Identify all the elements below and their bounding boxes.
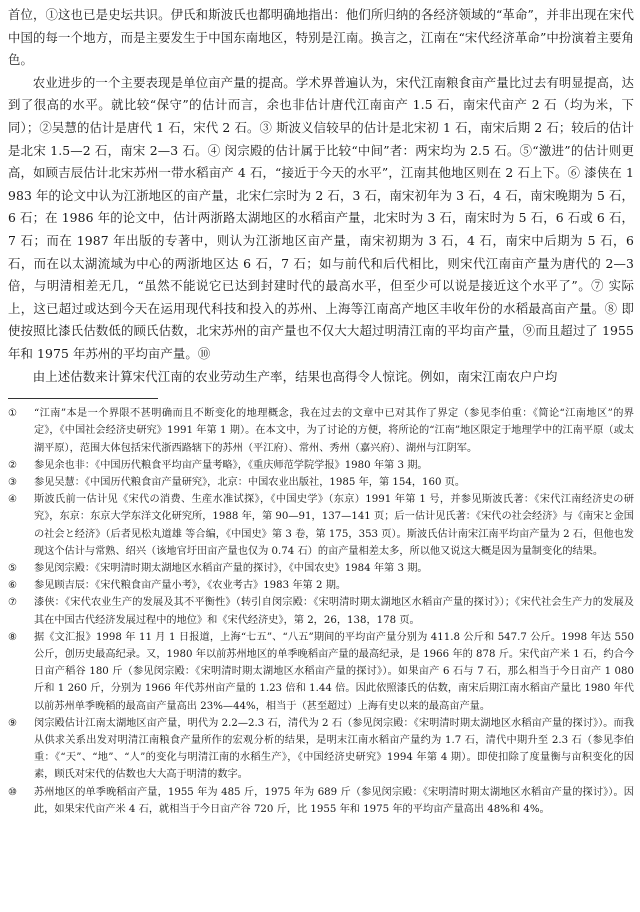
footnote-marker: ④ [8, 494, 17, 506]
footnote [8, 577, 634, 594]
paragraph: 首位，①这也已是史坛共识。伊氏和斯波氏也都明确地指出：他们所归纳的各经济领域的“革命”，并非出现在宋代中国的每一个地方，而是主要发生于中国东南地区，特别是江南。换言之，江南在“宋代经济革命”中扮演着主要角色。 [8, 7, 634, 68]
footnote-text: 参见顾吉辰：《宋代粮食亩产量小考》，《农业考古》1983 年第 2 期。 [34, 580, 347, 592]
footnote-marker: ② [8, 459, 17, 471]
footnote [8, 560, 634, 577]
footnote [8, 594, 634, 628]
footnote-text: 斯波氏前一估计见《宋代の消费、生産水准试探》，《中国史学》（东京）1991 年第 1 号，并参见斯波氏著：《宋代江南经济史の研究》，东京：东京大学东洋文化研究所，1988 年，第 90—91，137—141 页；后一估计见氏著：《宋代の社会经济》与《南宋と金国の社会と经济》（后者见松丸道雄 等合编，《中国史》第 3 卷，第 175，353 页）。斯波氏估计南宋江南平均亩产量为 2 石，但他也发现这个估计与常熟、绍兴（该地官圩田亩产量也仅为 0.74 石）的亩产量相差太多，所以他又说这大概是因为量制变化的结果。 [34, 494, 634, 557]
footnote-separator [8, 398, 158, 399]
footnote-text: 闵宗殿估计江南太湖地区亩产量，明代为 2.2—2.3 石，清代为 2 石（参见闵宗殿：《宋明清时期太湖地区水稻亩产量的探讨》）。而我从供求关系出发对明清江南粮食产量所作的宏观分析的结果，是明末江南水稻亩产量约为 1.7 石，清代中期升至 2.3 石（参见李伯重：《“天”、“地”、“人”的变化与明清江南的水稻生产》，《中国经济史研究》1994 年第 4 期）。即使扣除了度量衡与亩积变化的因素，顾氏对宋代的估数也大大高于明清的数字。 [34, 717, 634, 781]
paragraph: 农业进步的一个主要表现是单位亩产量的提高。学术界普遍认为，宋代江南粮食亩产量比过去有明显提高，达到了很高的水平。就比较“保守”的估计而言，余也非估计唐代江南亩产 1.5 石，南宋代亩产 2 石（均为米，下同）；②吴慧的估计是唐代 1 石，宋代 2 石。③ 斯波义信较早的估计是北宋初 1 石，南宋后期 2 石；较后的估计是北宋 1.5—2 石，南宋 2—3 石。④ 闵宗殿的估计属于比较“中间”者：两宋均为 2.5 石。⑤“激进”的估计则更高，如顾吉辰估计北宋苏州一带水稻亩产 4 石，“接近于今天的水平”，江南其他地区则在 2 石上下。⑥ 漆侠在 1983 年的论文中认为江浙地区的亩产量，北宋仁宗时为 2 石，3 石，南宋初年为 3 石，4 石，南宋晚期为 5 石，6 石；在 1986 年的论文中，估计两浙路太湖地区的水稻亩产量，北宋时为 3 石，南宋时为 5 石，6 石或 6 石，7 石；而在 1987 年出版的专著中，则认为江浙地区亩产量，南宋初期为 3 石，4 石，南宋中后期为 5 石，6 石，而在以太湖流域为中心的两浙地区达 6 石，7 石；如与前代和后代相比，则宋代江南亩产量为唐代的 2—3 倍，与明清相差无几，“虽然不能说它已达到封建时代的最高水平，但至少可以说是接近这个水平了”。⑦ 实际上，这已超过或达到今天在运用现代科技和投入的苏州、上海等江南高产地区丰收年份的水稻最高亩产量。⑧ 即使按照比漆氏估数低的顾氏估数，北宋苏州的亩产量也不仅大大超过明清江南的平均亩产量，⑨而且超过了 1955 年和 1975 年苏州的平均亩产量。⑩ [8, 74, 634, 361]
footnote [8, 405, 634, 457]
footnote-text: 参见闵宗殿：《宋明清时期太湖地区水稻亩产量的探讨》，《中国农史》1984 年第 3 期。 [34, 562, 428, 574]
footnote [8, 715, 634, 784]
footnote-text: 漆侠：《宋代农业生产的发展及其不平衡性》（转引自闵宗殿：《宋明清时期太湖地区水稻亩产量的探讨》）；《宋代社会生产力的发展及其在中国古代经济发展过程中的地位》和《宋代经济史》，第 2，26，138，178 页。 [34, 597, 634, 626]
footnote-marker: ⑦ [8, 597, 17, 609]
footnote [8, 629, 634, 715]
footnote [8, 491, 634, 560]
footnote-text: “江南”本是一个界限不甚明确而且不断变化的地理概念，我在过去的文章中已对其作了界定（参见李伯重：《简论“江南地区”的界定》，《中国社会经济史研究》1991 年第 1 期）。在本文中，为了讨论的方便，将所论的“江南”地区限定于地理学中的江南平原（或太湖平原），范围大体包括宋代浙西路辖下的苏州（平江府）、常州、秀州（嘉兴府）、湖州与江阴军。 [34, 408, 634, 454]
footnote-text: 参见余也非：《中国历代粮食平均亩产量考略》，《重庆师范学院学报》1980 年第 3 期。 [34, 459, 428, 471]
main-body-text [8, 4, 634, 388]
footnote-marker: ⑨ [8, 717, 17, 729]
footnote-marker: ③ [8, 476, 17, 488]
footnote-marker: ① [8, 408, 17, 420]
footnote-marker: ⑩ [8, 786, 17, 798]
paragraph: 由上述估数来计算宋代江南的农业劳动生产率，结果也高得令人惊诧。例如，南宋江南农户户均 [32, 368, 558, 384]
footnote-text: 据《文汇报》1998 年 11 月 1 日报道，上海“七五”、“八五”期间的平均亩产量分别为 411.8 公斤和 547.7 公斤。1998 年达 550 公斤，创历史最高纪录。又，1980 年以前苏州地区的单季晚稻亩产量的最高纪录，是 1966 年的 878 斤。宋代亩产米 1 石，约合今日亩产稻谷 180 斤（参见闵宗殿：《宋明清时期太湖地区水稻亩产量的探讨》）。如果亩产 6 石与 7 石，那么相当于今日亩产 1 080 斤和 1 260 斤，分别为 1966 年代苏州亩产量的 1.23 倍和 1.44 倍。因此依照漆氏的估数，南宋后期江南水稻亩产量比 1980 年代以前苏州单季晚稻的最高亩产量高出 23%—44%，相当于（甚至超过）上海有史以来的最高亩产量。 [34, 631, 634, 712]
footnotes [8, 405, 634, 818]
footnote-text: 苏州地区的单季晚稻亩产量，1955 年为 485 斤，1975 年为 689 斤（参见闵宗殿：《宋明清时期太湖地区水稻亩产量的探讨》）。因此，如果宋代亩产米 4 石，就相当于今日亩产谷 720 斤，比 1955 年和 1975 年的平均亩产量高出 48%和 4%。 [34, 786, 634, 815]
footnote [8, 784, 634, 818]
footnote-text: 参见吴慧：《中国历代粮食亩产量研究》，北京：中国农业出版社，1985 年，第 154，160 页。 [34, 476, 466, 488]
footnote [8, 457, 634, 474]
footnote-marker: ⑤ [8, 562, 17, 574]
footnote [8, 474, 634, 491]
footnote-marker: ⑧ [8, 631, 17, 643]
footnote-marker: ⑥ [8, 580, 17, 592]
